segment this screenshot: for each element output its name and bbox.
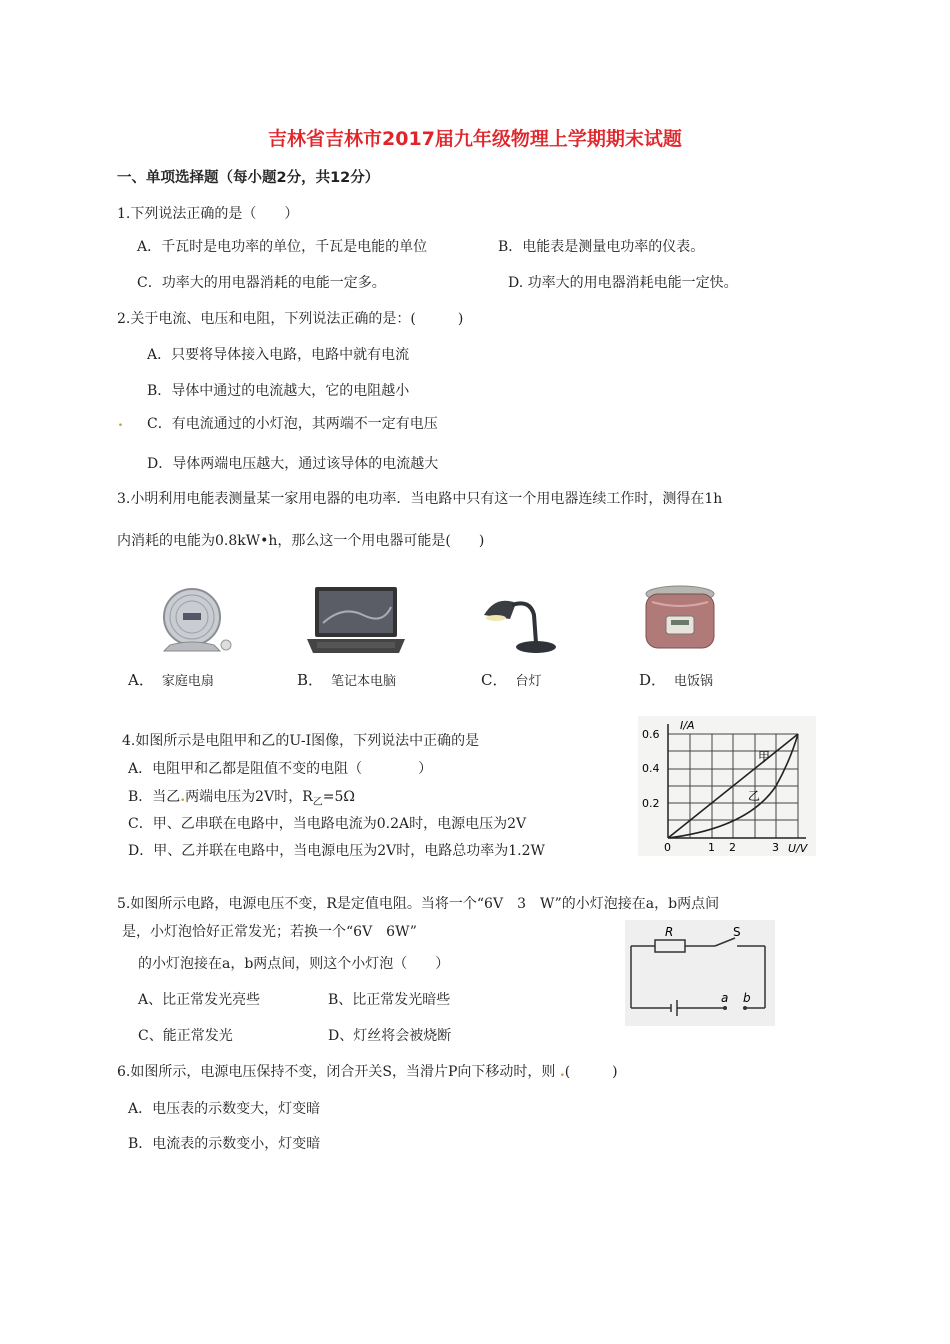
q4-option-d: D．甲、乙并联在电路中，当电源电压为2V时，电路总功率为1.2W — [128, 843, 545, 859]
q1-option-c: C．功率大的用电器消耗的电能一定多。 — [137, 275, 386, 291]
circuit-diagram — [625, 920, 775, 1026]
q5-option-d: D、灯丝将会被烧断 — [328, 1028, 452, 1044]
q3-option-c: C． 台灯 — [481, 671, 542, 689]
desk-lamp-image — [478, 585, 558, 657]
q3-option-d: D． 电饭锅 — [639, 671, 714, 689]
q3-option-b: B． 笔记本电脑 — [297, 671, 397, 689]
curve-jia-label: 甲 — [758, 750, 771, 764]
laptop-image — [303, 585, 411, 657]
q4-option-c: C．甲、乙串联在电路中，当电路电流为0.2A时，电源电压为2V — [128, 816, 527, 832]
q6-stem: 6.如图所示，电源电压保持不变，闭合开关S，当滑片P向下移动时，则 .( ) — [117, 1064, 618, 1080]
y-tick: 0.6 — [642, 728, 660, 741]
q5-line-2: 是，小灯泡恰好正常发光；若换一个“6V 6W” — [122, 924, 417, 940]
q1-option-d: D. 功率大的用电器消耗电能一定快。 — [508, 275, 738, 291]
x-axis-label: U/V — [788, 842, 808, 855]
x-tick: 2 — [729, 841, 736, 854]
q3-option-a: A． 家庭电扇 — [128, 671, 214, 689]
q6-option-b: B．电流表的示数变小，灯变暗 — [128, 1136, 321, 1152]
stray-dot: . — [180, 789, 186, 805]
point-b-label: b — [743, 991, 751, 1005]
fan-image — [150, 585, 240, 657]
page-title: 吉林省吉林市2017届九年级物理上学期期末试题 — [268, 128, 682, 150]
q2-option-b: B．导体中通过的电流越大，它的电阻越小 — [147, 383, 410, 399]
ui-graph — [638, 716, 816, 856]
q5-option-c: C、能正常发光 — [138, 1028, 233, 1044]
x-tick: 0 — [664, 841, 671, 854]
q4-stem: 4.如图所示是电阻甲和乙的U-I图像，下列说法中正确的是 — [122, 733, 480, 749]
q5-line-3: 的小灯泡接在a，b两点间，则这个小灯泡（ ） — [138, 956, 450, 972]
point-a-label: a — [721, 991, 729, 1005]
q5-option-a: A、比正常发光亮些 — [138, 992, 261, 1008]
y-tick: 0.4 — [642, 762, 660, 775]
q3-line-2: 内消耗的电能为0.8kW•h，那么这一个用电器可能是( ) — [117, 533, 485, 549]
stray-dot: . — [559, 1064, 565, 1080]
q2-option-d: D．导体两端电压越大，通过该导体的电流越大 — [147, 456, 439, 472]
x-tick: 3 — [772, 841, 779, 854]
rice-cooker-image — [640, 582, 720, 658]
q5-option-b: B、比正常发光暗些 — [328, 992, 451, 1008]
section-heading: 一、单项选择题（每小题2分，共12分） — [117, 170, 380, 186]
q1-stem: 1.下列说法正确的是（ ） — [117, 206, 299, 222]
curve-yi-label: 乙 — [748, 789, 761, 803]
resistor-label: R — [665, 925, 674, 939]
q4-option-a: A．电阻甲和乙都是阻值不变的电阻（ ） — [128, 761, 433, 777]
q6-option-a: A．电压表的示数变大，灯变暗 — [128, 1101, 321, 1117]
q2-option-c: C．有电流通过的小灯泡，其两端不一定有电压 — [147, 416, 438, 432]
y-axis-label: I/A — [680, 719, 695, 732]
q2-option-a: A．只要将导体接入电路，电路中就有电流 — [147, 347, 410, 363]
q3-line-1: 3.小明利用电能表测量某一家用电器的电功率．当电路中只有这一个用电器连续工作时，测得在1h — [117, 491, 723, 507]
q1-option-a: A．千瓦时是电功率的单位，千瓦是电能的单位 — [137, 239, 428, 255]
q1-option-b: B．电能表是测量电功率的仪表。 — [498, 239, 705, 255]
q4-option-b: B．当乙.两端电压为2V时，$R_乙=5\Omega$ — [128, 789, 355, 808]
stray-dot: . — [118, 414, 123, 430]
x-tick: 1 — [708, 841, 715, 854]
switch-label: S — [733, 925, 741, 939]
q2-stem: 2.关于电流、电压和电阻，下列说法正确的是：( ) — [117, 311, 464, 327]
q5-line-1: 5.如图所示电路，电源电压不变，R是定值电阻。当将一个“6V 3 W”的小灯泡接在a，b两点间 — [117, 896, 720, 912]
y-tick: 0.2 — [642, 797, 660, 810]
